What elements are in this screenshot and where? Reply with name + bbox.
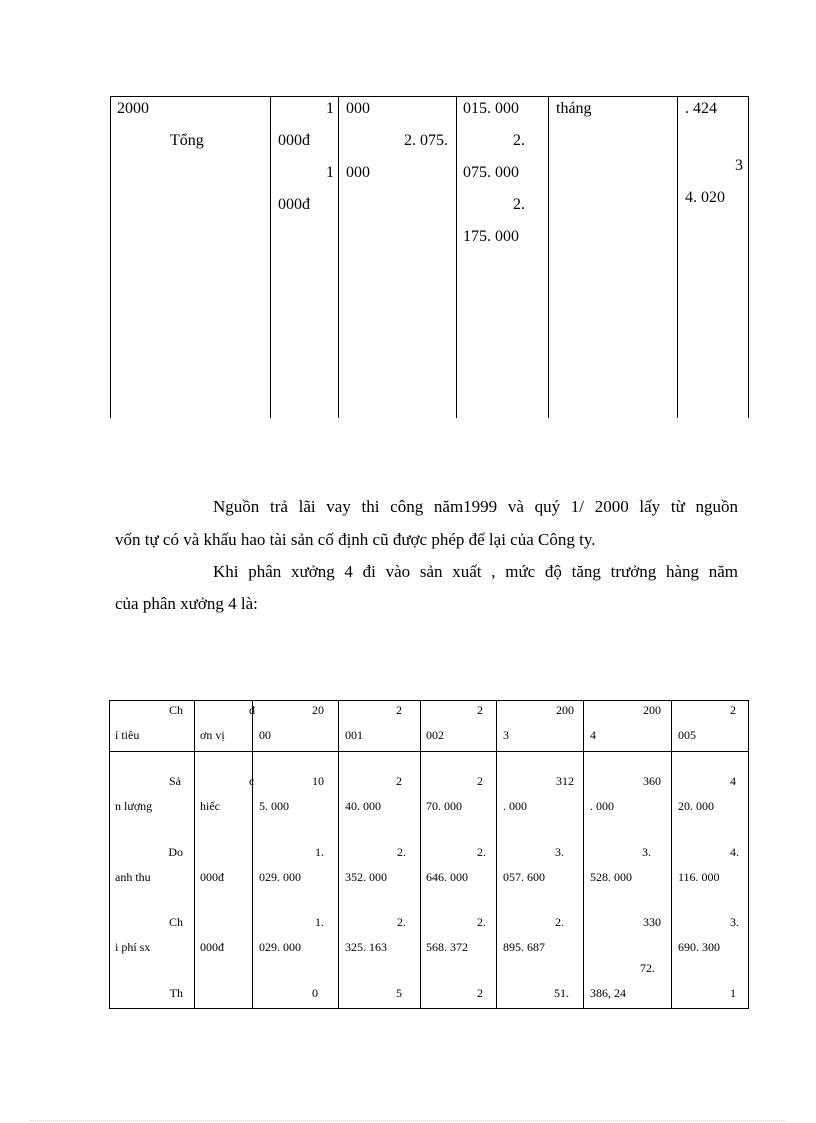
table-cell: 057. 600 xyxy=(503,870,545,884)
unit-cell: 000đ xyxy=(200,870,224,884)
row-label: anh thu xyxy=(115,870,151,884)
table-cell: 51. xyxy=(554,986,569,1000)
table1-cell: 2. xyxy=(513,132,525,149)
table-cell: 029. 000 xyxy=(259,870,301,884)
table-cell: 5 xyxy=(396,986,402,1000)
table-cell: 5. 000 xyxy=(259,799,289,813)
table-cell: 2 xyxy=(477,774,483,788)
table-cell: 360 xyxy=(643,774,661,788)
header-cell: 200 xyxy=(643,703,661,717)
table1-cell: 015. 000 xyxy=(463,100,519,117)
table-cell: 312 xyxy=(556,774,574,788)
table-cell: 20. 000 xyxy=(678,799,714,813)
table-cell: 116. 000 xyxy=(678,870,720,884)
table1-cell: 2. 075. xyxy=(404,132,448,149)
table-cell: 4 xyxy=(730,774,736,788)
table-cell: 3. xyxy=(642,845,651,859)
table-cell: 646. 000 xyxy=(426,870,468,884)
table-cell: 2 xyxy=(477,986,483,1000)
table1-cell: tháng xyxy=(556,100,592,117)
header-cell: 002 xyxy=(426,728,444,742)
table-cell: 2. xyxy=(555,915,564,929)
table-cell: 2. xyxy=(477,915,486,929)
table1-cell: 4. 020 xyxy=(685,189,725,206)
header-cell: 200 xyxy=(556,703,574,717)
table-cell: 1 xyxy=(730,986,736,1000)
table-cell: 352. 000 xyxy=(345,870,387,884)
table-cell: 029. 000 xyxy=(259,940,301,954)
table-cell: 386, 24 xyxy=(590,986,626,1000)
header-cell: 4 xyxy=(590,728,596,742)
page-edge-rule xyxy=(30,1120,786,1121)
header-cell: 00 xyxy=(259,728,271,742)
table-cell: 4. xyxy=(730,845,739,859)
table-cell: 72. xyxy=(640,961,655,975)
table1-cell: 1 xyxy=(326,100,334,117)
table-cell: . 000 xyxy=(590,799,614,813)
header-cell: 2 xyxy=(730,703,736,717)
row-label: Ch xyxy=(168,915,183,929)
unit-cell: c xyxy=(249,774,255,788)
paragraph-line: của phân xưởng 4 là: xyxy=(115,594,258,613)
table-cell: 40. 000 xyxy=(345,799,381,813)
paragraph-line: Khi phân xưởng 4 đi vào sản xuất , mức độ tăng trưởng hàng năm xyxy=(213,562,738,581)
table-cell: 895. 687 xyxy=(503,940,545,954)
table1-cell: 075. 000 xyxy=(463,164,519,181)
header-cell: ơn vị xyxy=(200,728,225,742)
row-label: i phí sx xyxy=(115,940,151,954)
table-cell: 690. 300 xyxy=(678,940,720,954)
table-cell: 3. xyxy=(555,845,564,859)
header-cell: 005 xyxy=(678,728,696,742)
header-cell: 001 xyxy=(345,728,363,742)
table-cell: 70. 000 xyxy=(426,799,462,813)
table-cell: 568. 372 xyxy=(426,940,468,954)
table-cell: . 000 xyxy=(503,799,527,813)
table-cell: 325. 163 xyxy=(345,940,387,954)
paragraph-line: vốn tự có và khấu hao tài sản cố định cũ được phép để lại của Công ty. xyxy=(115,530,596,549)
table-cell: 2. xyxy=(397,915,406,929)
table-cell: 528. 000 xyxy=(590,870,632,884)
row-label: Sả xyxy=(169,774,181,788)
header-cell: Ch xyxy=(168,703,183,717)
table1-cell: 000 xyxy=(346,164,370,181)
table1-cell: 000đ xyxy=(278,132,310,149)
header-cell: 3 xyxy=(503,728,509,742)
table1-cell: 2000 xyxy=(117,100,149,117)
table1-cell: Tổng xyxy=(170,132,204,149)
table-cell: 2 xyxy=(396,774,402,788)
table1-cell: 3 xyxy=(735,157,743,174)
table-cell: 330 xyxy=(643,915,661,929)
unit-cell: 000đ xyxy=(200,940,224,954)
paragraph-line: Nguồn trả lãi vay thi công năm1999 và quý 1/ 2000 lấy từ nguồn xyxy=(213,497,738,516)
header-cell: 2 xyxy=(477,703,483,717)
table1-cell: 000 xyxy=(346,100,370,117)
table-cell: 10 xyxy=(312,774,324,788)
table-cell: 3. xyxy=(730,915,739,929)
table-cell: 2. xyxy=(397,845,406,859)
unit-cell: hiếc xyxy=(200,799,220,813)
table-cell: 1. xyxy=(315,845,324,859)
row-label: n lượng xyxy=(115,799,153,813)
table1-cell: 1 xyxy=(326,164,334,181)
table1-cell: . 424 xyxy=(685,100,717,117)
table1-cell: 175. 000 xyxy=(463,228,519,245)
table-cell: 0 xyxy=(312,986,318,1000)
table1-cell: 000đ xyxy=(278,196,310,213)
header-cell: đ xyxy=(249,703,255,717)
table1-cell: 2. xyxy=(513,196,525,213)
row-label: Th xyxy=(169,986,183,1000)
table-cell: 1. xyxy=(315,915,324,929)
header-cell: 2 xyxy=(396,703,402,717)
row-label: Do xyxy=(168,845,183,859)
header-cell: 20 xyxy=(312,703,324,717)
header-cell: ỉ tiêu xyxy=(115,728,140,742)
table-cell: 2. xyxy=(477,845,486,859)
